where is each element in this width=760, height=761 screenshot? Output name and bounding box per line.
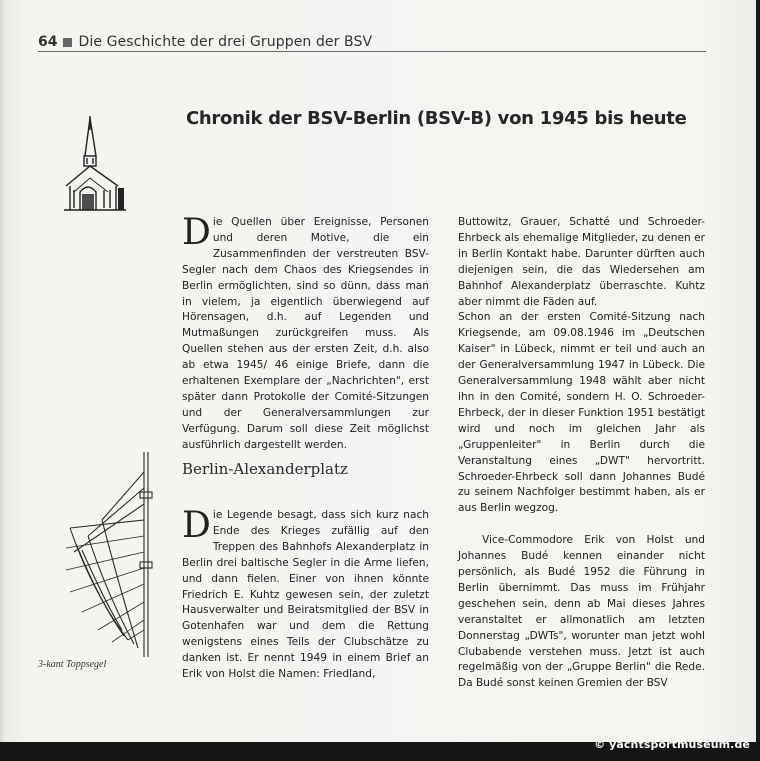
intro-text: ie Quellen über Ereignisse, Personen und deren Motive, die ein Zusammenfinden der verstreuten BSV-Segler nach dem Chaos des Kriegsendes in Berlin ermöglichten, sind so dünn, dass man in vielem, ja eigentlich überwiegend auf Hörensagen, d.h. auf Legenden und Mutmaßungen zurückgreifen muss. Als Quellen stehen aus der ersten Zeit, d.h. also ab etwa 1945/ 46 einige Briefe, dann die erhaltenen Exemplare der „Nachrichten", erst später dann Protokolle der Comité-Sitzungen und der Generalversammlungen zur Verfügung. Darum soll diese Zeit möglichst ausführlich dargestellt werden. xyxy=(182,216,429,451)
watermark: © yachtsportmuseum.de xyxy=(594,738,750,751)
page-edge-shadow xyxy=(756,0,760,742)
header-square-icon xyxy=(63,38,72,47)
right-column xyxy=(458,215,705,692)
page-number: 64 xyxy=(38,34,58,50)
running-title: Die Geschichte der drei Gruppen der BSV xyxy=(78,34,373,50)
section-paragraph xyxy=(182,505,429,683)
header-rule xyxy=(38,51,706,52)
illustration-caption: 3-kant Toppsegel xyxy=(38,659,107,670)
running-header xyxy=(38,33,706,51)
right-paragraph-2: Schon an der ersten Comité-Sitzung nach Kriegsende, am 09.08.1946 im „Deutschen Kaiser" in Lübeck, nimmt er teil und auch an der Generalversammlung 1947 in Lübeck. Die Generalversammlung 1948 wählt aber nicht ihn in den Comité, sondern H. O. Schroeder-Ehrbeck, der in dieser Funktion 1951 bestätigt wird und noch im gleichen Jahr als „Gruppenleiter" in Berlin durch die Veranstaltung eines „DWT" hervortritt. Schroeder-Ehrbeck soll dann Johannes Budé zu seinem Nachfolger bestimmt haben, als er aus Berlin wegzog. xyxy=(458,311,705,515)
right-paragraph-3: Vice-Commodore Erik von Holst und Johannes Budé kennen einander nicht persönlich, als Budé 1952 die Führung in Berlin übernimmt. Das muss im Frühjahr geschehen sein, denn ab Mai dieses Jahres veranstaltet er allmonatlich am letzten Donnerstag „DWTs", worunter man jetzt wohl Clubabende verstehen muss. Jetzt ist auch regelmäßig von der „Gruppe Berlin" die Rede. Da Budé sonst keinen Gremien der BSV xyxy=(458,534,705,690)
chapter-title: Chronik der BSV-Berlin (BSV-B) von 1945 bis heute xyxy=(186,108,687,129)
topsail-illustration-icon xyxy=(62,452,162,657)
section-text: ie Legende besagt, dass sich kurz nach Ende des Krieges zufällig auf den Treppen des Bahnhofs Alexanderplatz in Berlin drei baltische Segler in die Arme liefen, und dann fielen. Einer von ihnen könnte Friedrich E. Kuhtz gewesen sein, der zuletzt Hausverwalter und Beiratsmitglied der BSV in Gotenhafen war und dem die Rettung wenigstens eines Teils der Clubschätze zu danken ist. Er nennt 1949 in einem Brief an Erik von Holst die Namen: Friedland, xyxy=(182,509,429,681)
section-heading: Berlin-Alexanderplatz xyxy=(182,460,348,478)
right-paragraph-1: Buttowitz, Grauer, Schatté und Schroeder-Ehrbeck als ehemalige Mitglieder, zu denen er in Berlin Kontakt habe. Darunter dürften auch diejenigen sein, die das Wiedersehen am Bahnhof Alexanderplatz überraschte. Kuhtz aber nimmt die Fäden auf. xyxy=(458,216,705,308)
intro-paragraph xyxy=(182,212,429,454)
chapel-illustration-icon xyxy=(60,112,132,216)
page-gutter-shadow xyxy=(0,0,3,742)
intro-dropcap: D xyxy=(182,212,211,253)
section-dropcap: D xyxy=(182,505,211,546)
